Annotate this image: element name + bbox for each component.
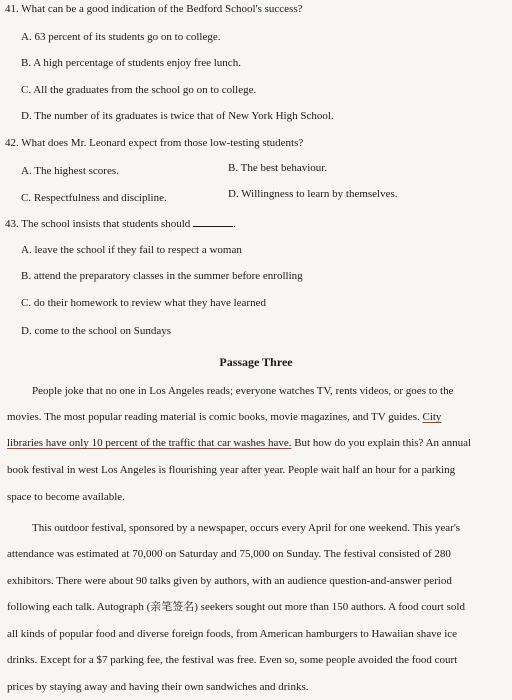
passage-p1-line-2 <box>7 410 505 424</box>
question-42-option-a: A. The highest scores. <box>21 165 119 177</box>
passage-title: Passage Three <box>219 355 293 369</box>
question-41-option-a: A. 63 percent of its students go on to college. <box>21 31 221 43</box>
question-43-option-d: D. come to the school on Sundays <box>21 325 172 337</box>
passage-p2-line-5: all kinds of popular food and diverse foreign foods, from American hamburgers to Hawaiian shave ice <box>7 628 458 640</box>
passage-p1-line-3-rest: But how do you explain this? An annual <box>294 437 472 449</box>
passage-p2-line-1: This outdoor festival, sponsored by a newspaper, occurs every April for one weekend. This year's <box>32 522 461 534</box>
passage-p1-line-3 <box>7 436 505 450</box>
passage-p2-line-6: drinks. Except for a $7 parking fee, the festival was free. Even so, some people avoided the food court <box>7 654 458 666</box>
answer-blank <box>193 217 233 227</box>
passage-p1-line-5: space to become available. <box>7 491 125 503</box>
question-43-option-a: A. leave the school if they fail to respect a woman <box>21 244 242 256</box>
underlined-phrase: libraries have only 10 percent of the traffic that car washes have. <box>7 437 292 449</box>
passage-p1-line-1: People joke that no one in Los Angeles reads; everyone watches TV, rents videos, or goes to the <box>32 385 454 397</box>
question-42-option-b: B. The best behaviour. <box>228 162 328 174</box>
passage-p1-line-4: book festival in west Los Angeles is flourishing year after year. People wait half an hour for a parking <box>7 464 456 476</box>
underlined-phrase-start: City <box>422 411 442 423</box>
passage-p2-line-2: attendance was estimated at 70,000 on Saturday and 75,000 on Sunday. The festival consisted of 280 <box>7 548 451 560</box>
passage-p1-line-2-text: movies. The most popular reading material is comic books, movie magazines, and TV guides. <box>7 411 420 423</box>
question-41-stem: 41. What can be a good indication of the Bedford School's success? <box>5 3 303 15</box>
passage-p2-line-3: exhibitors. There were about 90 talks given by authors, with an audience question-and-answer period <box>7 575 452 587</box>
question-42-option-d: D. Willingness to learn by themselves. <box>228 188 398 200</box>
question-41-option-d: D. The number of its graduates is twice that of New York High School. <box>21 110 334 122</box>
passage-p2-line-4: following each talk. Autograph (亲笔签名) seekers sought out more than 150 authors. A food court sold <box>7 601 465 613</box>
question-42-stem: 42. What does Mr. Leonard expect from those low-testing students? <box>5 137 304 149</box>
question-43-option-c: C. do their homework to review what they have learned <box>21 297 266 309</box>
question-43-stem-text: 43. The school insists that students should <box>5 218 191 230</box>
question-41-option-c: C. All the graduates from the school go on to college. <box>21 84 257 96</box>
passage-p2-line-7: prices by staying away and having their own sandwiches and drinks. <box>7 681 309 693</box>
question-43-option-b: B. attend the preparatory classes in the summer before enrolling <box>21 270 303 282</box>
question-41-option-b: B. A high percentage of students enjoy free lunch. <box>21 57 241 69</box>
question-43-stem-end: . <box>233 218 236 230</box>
question-43-stem <box>5 217 236 231</box>
question-42-option-c: C. Respectfulness and discipline. <box>21 192 167 204</box>
